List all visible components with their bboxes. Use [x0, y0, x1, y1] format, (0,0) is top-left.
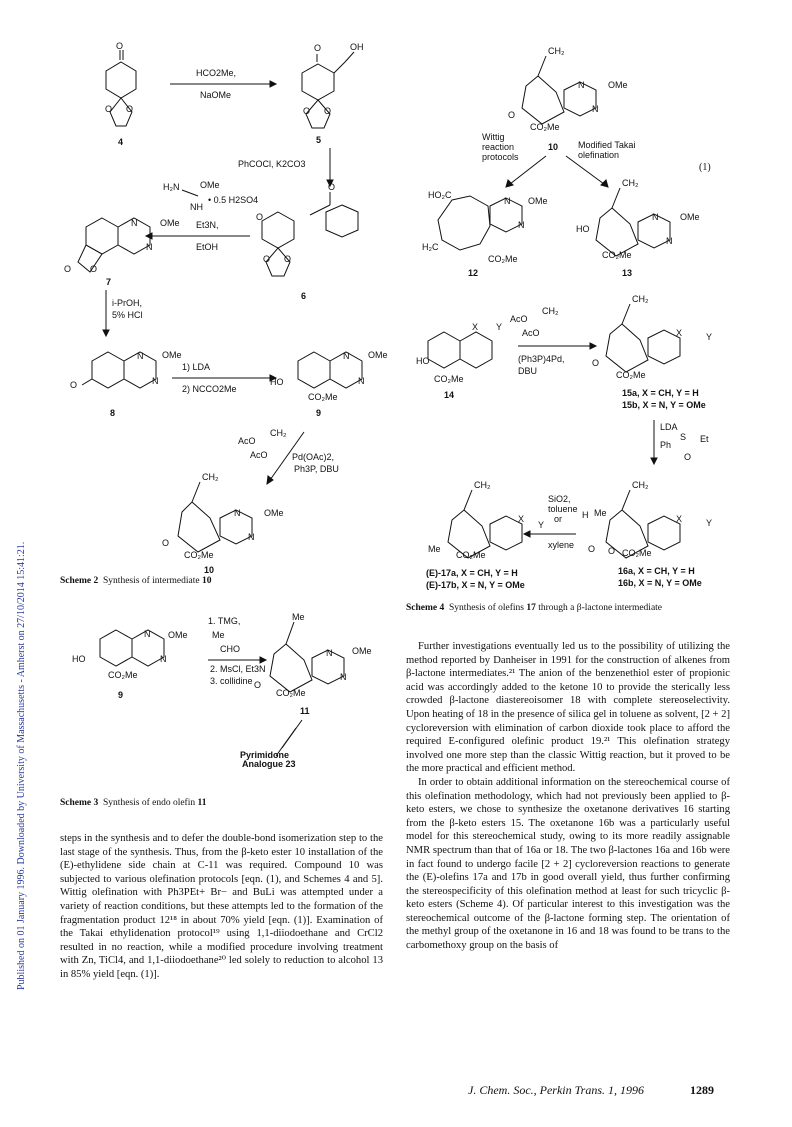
- svg-text:OMe: OMe: [352, 646, 372, 656]
- svg-text:N: N: [137, 351, 144, 361]
- reagent-et3n: Et3N,: [196, 220, 219, 230]
- wittig-label: Wittig: [482, 132, 505, 142]
- svg-text:CO₂Me: CO₂Me: [488, 254, 518, 264]
- svg-text:N: N: [326, 648, 333, 658]
- svg-text:Me: Me: [428, 544, 441, 554]
- svg-text:O: O: [314, 43, 322, 53]
- svg-text:N: N: [592, 104, 599, 114]
- svg-text:H₂C: H₂C: [422, 242, 439, 252]
- svg-text:N: N: [518, 220, 525, 230]
- svg-text:Et: Et: [700, 434, 709, 444]
- reagent-lda: 1) LDA: [182, 362, 211, 372]
- paragraph-right-1: Further investigations eventually led us to the possibility of utilizing the method reported by Danheiser in 1991 for the construction of alkenes from β-lactone intermediates.²¹ The anion of the benzenethiol ester of propionic acid was accordingly added to the ketone 10 to provide the sterically less crowded β-lactone diastereoisomer 18 with complete stereoselectivity. Upon heating of 18 in the presence of silica gel in toluene as solvent, [2 + 2] cycloreversion with elimination of carbon dioxide took place to afford the required E-configured olefinic product 19.²¹ This olefination strategy involved one more step than the classic Wittig reaction, but it proved to be the more practical and efficient method.: [406, 641, 730, 775]
- paragraph-left-1: steps in the synthesis and to defer the double-bond isomerization step to the last stage of the synthesis. Thus, from the β-keto ester 10 installation of the (E)-ethylidene side chain at C-11 was required. Compound 10 was subjected to various olefination protocols [eqn. (1), and Schemes 4 and 5]. Wittig olefination with Ph3PEt+ Br− and BuLi was attempted under a variety of reaction conditions, but these attempts led to the formation of the fragmentation product 12¹⁸ in about 70% yield [eqn. (1)]. Examination of the Takai ethylidenation protocol¹⁹ using 1,1-diiodoethane and CrCl2 resulted in no reaction, while a modified procedure involving treatment with Zn, TiCl4, and 1,1-diiodoethane²⁰ led solely to reduction to alcohol 13 in 85% yield [eqn. (1)].: [60, 833, 383, 980]
- reagent-dbu: DBU: [518, 366, 538, 376]
- reagent-xylene: xylene: [548, 540, 575, 550]
- reagent-iproh: i-PrOH,: [112, 298, 142, 308]
- compound-5-label: 5: [316, 135, 322, 145]
- svg-text:N: N: [358, 376, 365, 386]
- compound-16a-label: 16a, X = CH, Y = H: [618, 566, 695, 576]
- compound-4-label: 4: [118, 137, 124, 147]
- compound-7-structure: [64, 218, 180, 274]
- compound-11-label: 11: [300, 706, 310, 716]
- svg-text:O: O: [508, 110, 516, 120]
- equation-number: (1): [699, 162, 711, 173]
- svg-text:OMe: OMe: [608, 80, 628, 90]
- svg-text:N: N: [340, 672, 347, 682]
- reagent-mscl: 2. MsCl, Et3N: [210, 664, 266, 674]
- compound-16b-label: 16b, X = N, Y = OMe: [618, 578, 702, 588]
- salt-label: • 0.5 H2SO4: [208, 195, 259, 205]
- svg-text:OH: OH: [350, 42, 364, 52]
- paragraph-right-2: In order to obtain additional information on the stereochemical course of this olefination methodology, which had not previously been applied to β-keto esters, we chose to synthesize the oxetanone derivatives 16 starting from the β-keto esters 15. The oxetanone 16b was a particularly useful model for this stereochemical study, owing to its more readily assignable NMR spectrum than that of 16a or 18. The two β-lactones 16a and 16b were in fact found to undergo facile [2 + 2] cycloreversion reactions to generate the (E)-olefins 17a and 17b in good overall yield, thus further confirming the stereospecificity of this olefination method at least for such tricyclic β-keto esters (Scheme 4). Of particular interest to this investigation was the stereochemical outcome of the β-lactone forming step. The orientation of the methyl group of the oxetanone in 16 and 18 was found to be trans to the carbomethoxy group on the basis of: [406, 776, 730, 952]
- reagent-lda-2: LDA: [660, 422, 678, 432]
- reagent-hco2me: HCO2Me,: [196, 68, 237, 78]
- svg-text:CO₂Me: CO₂Me: [456, 550, 486, 560]
- svg-text:O: O: [592, 358, 600, 368]
- svg-text:O: O: [608, 546, 616, 556]
- compound-17-structure: [428, 480, 544, 560]
- svg-text:HO: HO: [72, 654, 86, 664]
- svg-text:N: N: [144, 629, 151, 639]
- scheme-2-caption: Scheme 2 Synthesis of intermediate 10: [60, 576, 212, 586]
- svg-text:CO₂Me: CO₂Me: [108, 670, 138, 680]
- svg-text:NH: NH: [190, 202, 203, 212]
- svg-text:N: N: [160, 654, 167, 664]
- svg-text:X: X: [472, 322, 479, 332]
- svg-text:AcO: AcO: [522, 328, 540, 338]
- svg-text:olefination: olefination: [578, 150, 620, 160]
- svg-text:X: X: [676, 328, 683, 338]
- compound-8-label: 8: [110, 408, 116, 418]
- product-analogue: Analogue 23: [242, 759, 296, 769]
- compound-8-structure: [70, 350, 182, 390]
- svg-text:X: X: [518, 514, 525, 524]
- svg-text:Y: Y: [706, 332, 713, 342]
- reagent-phcocl: PhCOCl, K2CO3: [238, 159, 306, 169]
- compound-16-structure: [582, 480, 712, 558]
- svg-text:HO: HO: [270, 377, 284, 387]
- compound-12-structure: [422, 190, 548, 264]
- svg-text:CH₂: CH₂: [270, 428, 287, 438]
- compound-5-structure: [302, 42, 364, 128]
- reagent-ncco2me: 2) NCCO2Me: [182, 384, 237, 394]
- svg-text:CH₂: CH₂: [474, 480, 491, 490]
- right-column-text: [406, 640, 730, 953]
- svg-text:AcO: AcO: [238, 436, 256, 446]
- equation-1-diagram: [400, 40, 730, 280]
- compound-15b-label: 15b, X = N, Y = OMe: [622, 400, 706, 410]
- svg-text:HO₂C: HO₂C: [428, 190, 452, 200]
- svg-text:reaction: reaction: [482, 142, 515, 152]
- svg-text:CO₂Me: CO₂Me: [622, 548, 652, 558]
- compound-10-structure: [162, 472, 284, 560]
- svg-text:CH₂: CH₂: [548, 46, 565, 56]
- svg-text:O: O: [105, 104, 113, 114]
- takai-label: Modified Takai: [578, 140, 636, 150]
- svg-text:N: N: [234, 508, 241, 518]
- reagent-etoh: EtOH: [196, 242, 219, 252]
- svg-text:OMe: OMe: [160, 218, 180, 228]
- svg-text:O: O: [70, 380, 78, 390]
- svg-text:protocols: protocols: [482, 152, 519, 162]
- svg-text:CHO: CHO: [220, 644, 240, 654]
- svg-text:H: H: [582, 510, 589, 520]
- svg-text:OMe: OMe: [368, 350, 388, 360]
- svg-text:O: O: [126, 104, 134, 114]
- reagent-toluene: toluene: [548, 504, 578, 514]
- svg-text:OMe: OMe: [680, 212, 700, 222]
- svg-text:N: N: [152, 376, 159, 386]
- svg-text:N: N: [578, 80, 585, 90]
- compound-10b-label: 10: [548, 142, 559, 152]
- compound-9-structure: [270, 350, 388, 402]
- reagent-tmg: 1. TMG,: [208, 616, 241, 626]
- svg-text:N: N: [652, 212, 659, 222]
- svg-text:O: O: [116, 41, 124, 51]
- svg-text:or: or: [554, 514, 563, 524]
- compound-15-structure: [592, 294, 712, 380]
- compound-13-label: 13: [622, 268, 633, 278]
- svg-text:O: O: [162, 538, 170, 548]
- svg-text:CO₂Me: CO₂Me: [616, 370, 646, 380]
- reagent-naome: NaOMe: [200, 90, 232, 100]
- reagent-pdoac2: Pd(OAc)2,: [292, 452, 335, 462]
- svg-text:CH₂: CH₂: [622, 178, 639, 188]
- svg-text:O: O: [64, 264, 72, 274]
- svg-text:N: N: [248, 532, 255, 542]
- svg-text:OMe: OMe: [528, 196, 548, 206]
- svg-text:CO₂Me: CO₂Me: [434, 374, 464, 384]
- svg-text:AcO: AcO: [510, 314, 528, 324]
- scheme-4-diagram: [400, 282, 730, 602]
- compound-14-structure: [416, 322, 502, 384]
- svg-text:O: O: [263, 254, 271, 264]
- svg-text:O: O: [256, 212, 264, 222]
- svg-text:HO: HO: [576, 224, 590, 234]
- svg-text:Me: Me: [292, 612, 305, 622]
- compound-9b-label: 9: [118, 690, 124, 700]
- compound-7-label: 7: [106, 277, 112, 287]
- svg-text:N: N: [666, 236, 673, 246]
- svg-text:O: O: [254, 680, 262, 690]
- compound-14-label: 14: [444, 390, 455, 400]
- page-number: 1289: [690, 1083, 714, 1097]
- compound-10-label: 10: [204, 565, 215, 575]
- left-column-text: [60, 832, 383, 982]
- scheme-3-caption: Scheme 3 Synthesis of endo olefin 11: [60, 798, 207, 808]
- svg-text:O: O: [90, 264, 98, 274]
- svg-text:CO₂Me: CO₂Me: [530, 122, 560, 132]
- svg-text:CO₂Me: CO₂Me: [184, 550, 214, 560]
- svg-text:Y: Y: [538, 520, 545, 530]
- compound-4-structure: [105, 41, 136, 126]
- compound-13-structure: [576, 178, 700, 260]
- svg-text:X: X: [676, 514, 683, 524]
- svg-text:OMe: OMe: [162, 350, 182, 360]
- svg-text:Me: Me: [212, 630, 225, 640]
- svg-text:CO₂Me: CO₂Me: [602, 250, 632, 260]
- journal-citation: J. Chem. Soc., Perkin Trans. 1, 1996: [468, 1083, 644, 1097]
- scheme-3-diagram: [60, 608, 390, 768]
- product-pyrimidone: Pyrimidone: [240, 750, 290, 760]
- compound-17b-label: (E)-17b, X = N, Y = OMe: [426, 580, 525, 590]
- svg-text:O: O: [588, 544, 596, 554]
- svg-text:N: N: [343, 351, 350, 361]
- svg-text:N: N: [131, 218, 138, 228]
- svg-text:AcO: AcO: [250, 450, 268, 460]
- scheme-4-caption: Scheme 4 Synthesis of olefins 17 through a β-lactone intermediate: [406, 603, 663, 613]
- svg-text:CH₂: CH₂: [202, 472, 219, 482]
- compound-6-label: 6: [301, 291, 307, 301]
- download-watermark: Published on 01 January 1996. Downloaded by University of Massachusetts - Amherst on 27/10/2014 15:41:21.: [16, 541, 27, 990]
- reagent-pd-ph3p: (Ph3P)4Pd,: [518, 354, 565, 364]
- svg-text:O: O: [284, 254, 292, 264]
- compound-9b-structure: [72, 629, 188, 680]
- svg-text:CH₂: CH₂: [632, 480, 649, 490]
- scheme-2-diagram: [60, 40, 390, 580]
- compound-11-structure: [254, 612, 372, 698]
- svg-text:Y: Y: [496, 322, 503, 332]
- svg-text:N: N: [146, 242, 153, 252]
- svg-text:HO: HO: [416, 356, 430, 366]
- svg-text:OMe: OMe: [200, 180, 220, 190]
- compound-12-label: 12: [468, 268, 479, 278]
- compound-6-structure: [256, 182, 358, 276]
- reagent-hcl: 5% HCl: [112, 310, 143, 320]
- svg-text:Y: Y: [706, 518, 713, 528]
- svg-text:CH₂: CH₂: [632, 294, 649, 304]
- reagent-ph3p: Ph3P, DBU: [294, 464, 339, 474]
- svg-text:OMe: OMe: [264, 508, 284, 518]
- svg-text:H₂N: H₂N: [163, 182, 180, 192]
- compound-15a-label: 15a, X = CH, Y = H: [622, 388, 699, 398]
- compound-9-label: 9: [316, 408, 322, 418]
- svg-text:Me: Me: [594, 508, 607, 518]
- svg-text:O: O: [303, 106, 311, 116]
- compound-17a-label: (E)-17a, X = CH, Y = H: [426, 568, 518, 578]
- svg-text:Ph: Ph: [660, 440, 672, 450]
- svg-text:O: O: [328, 182, 336, 192]
- svg-text:O: O: [324, 106, 332, 116]
- svg-text:CO₂Me: CO₂Me: [276, 688, 306, 698]
- reagent-collidine: 3. collidine: [210, 676, 253, 686]
- svg-text:OMe: OMe: [168, 630, 188, 640]
- svg-text:S: S: [680, 432, 687, 442]
- compound-10b-structure: [508, 46, 628, 132]
- svg-text:O: O: [684, 452, 692, 462]
- svg-text:N: N: [504, 196, 511, 206]
- svg-text:CO₂Me: CO₂Me: [308, 392, 338, 402]
- reagent-sio2: SiO2,: [548, 494, 571, 504]
- svg-text:CH₂: CH₂: [542, 306, 559, 316]
